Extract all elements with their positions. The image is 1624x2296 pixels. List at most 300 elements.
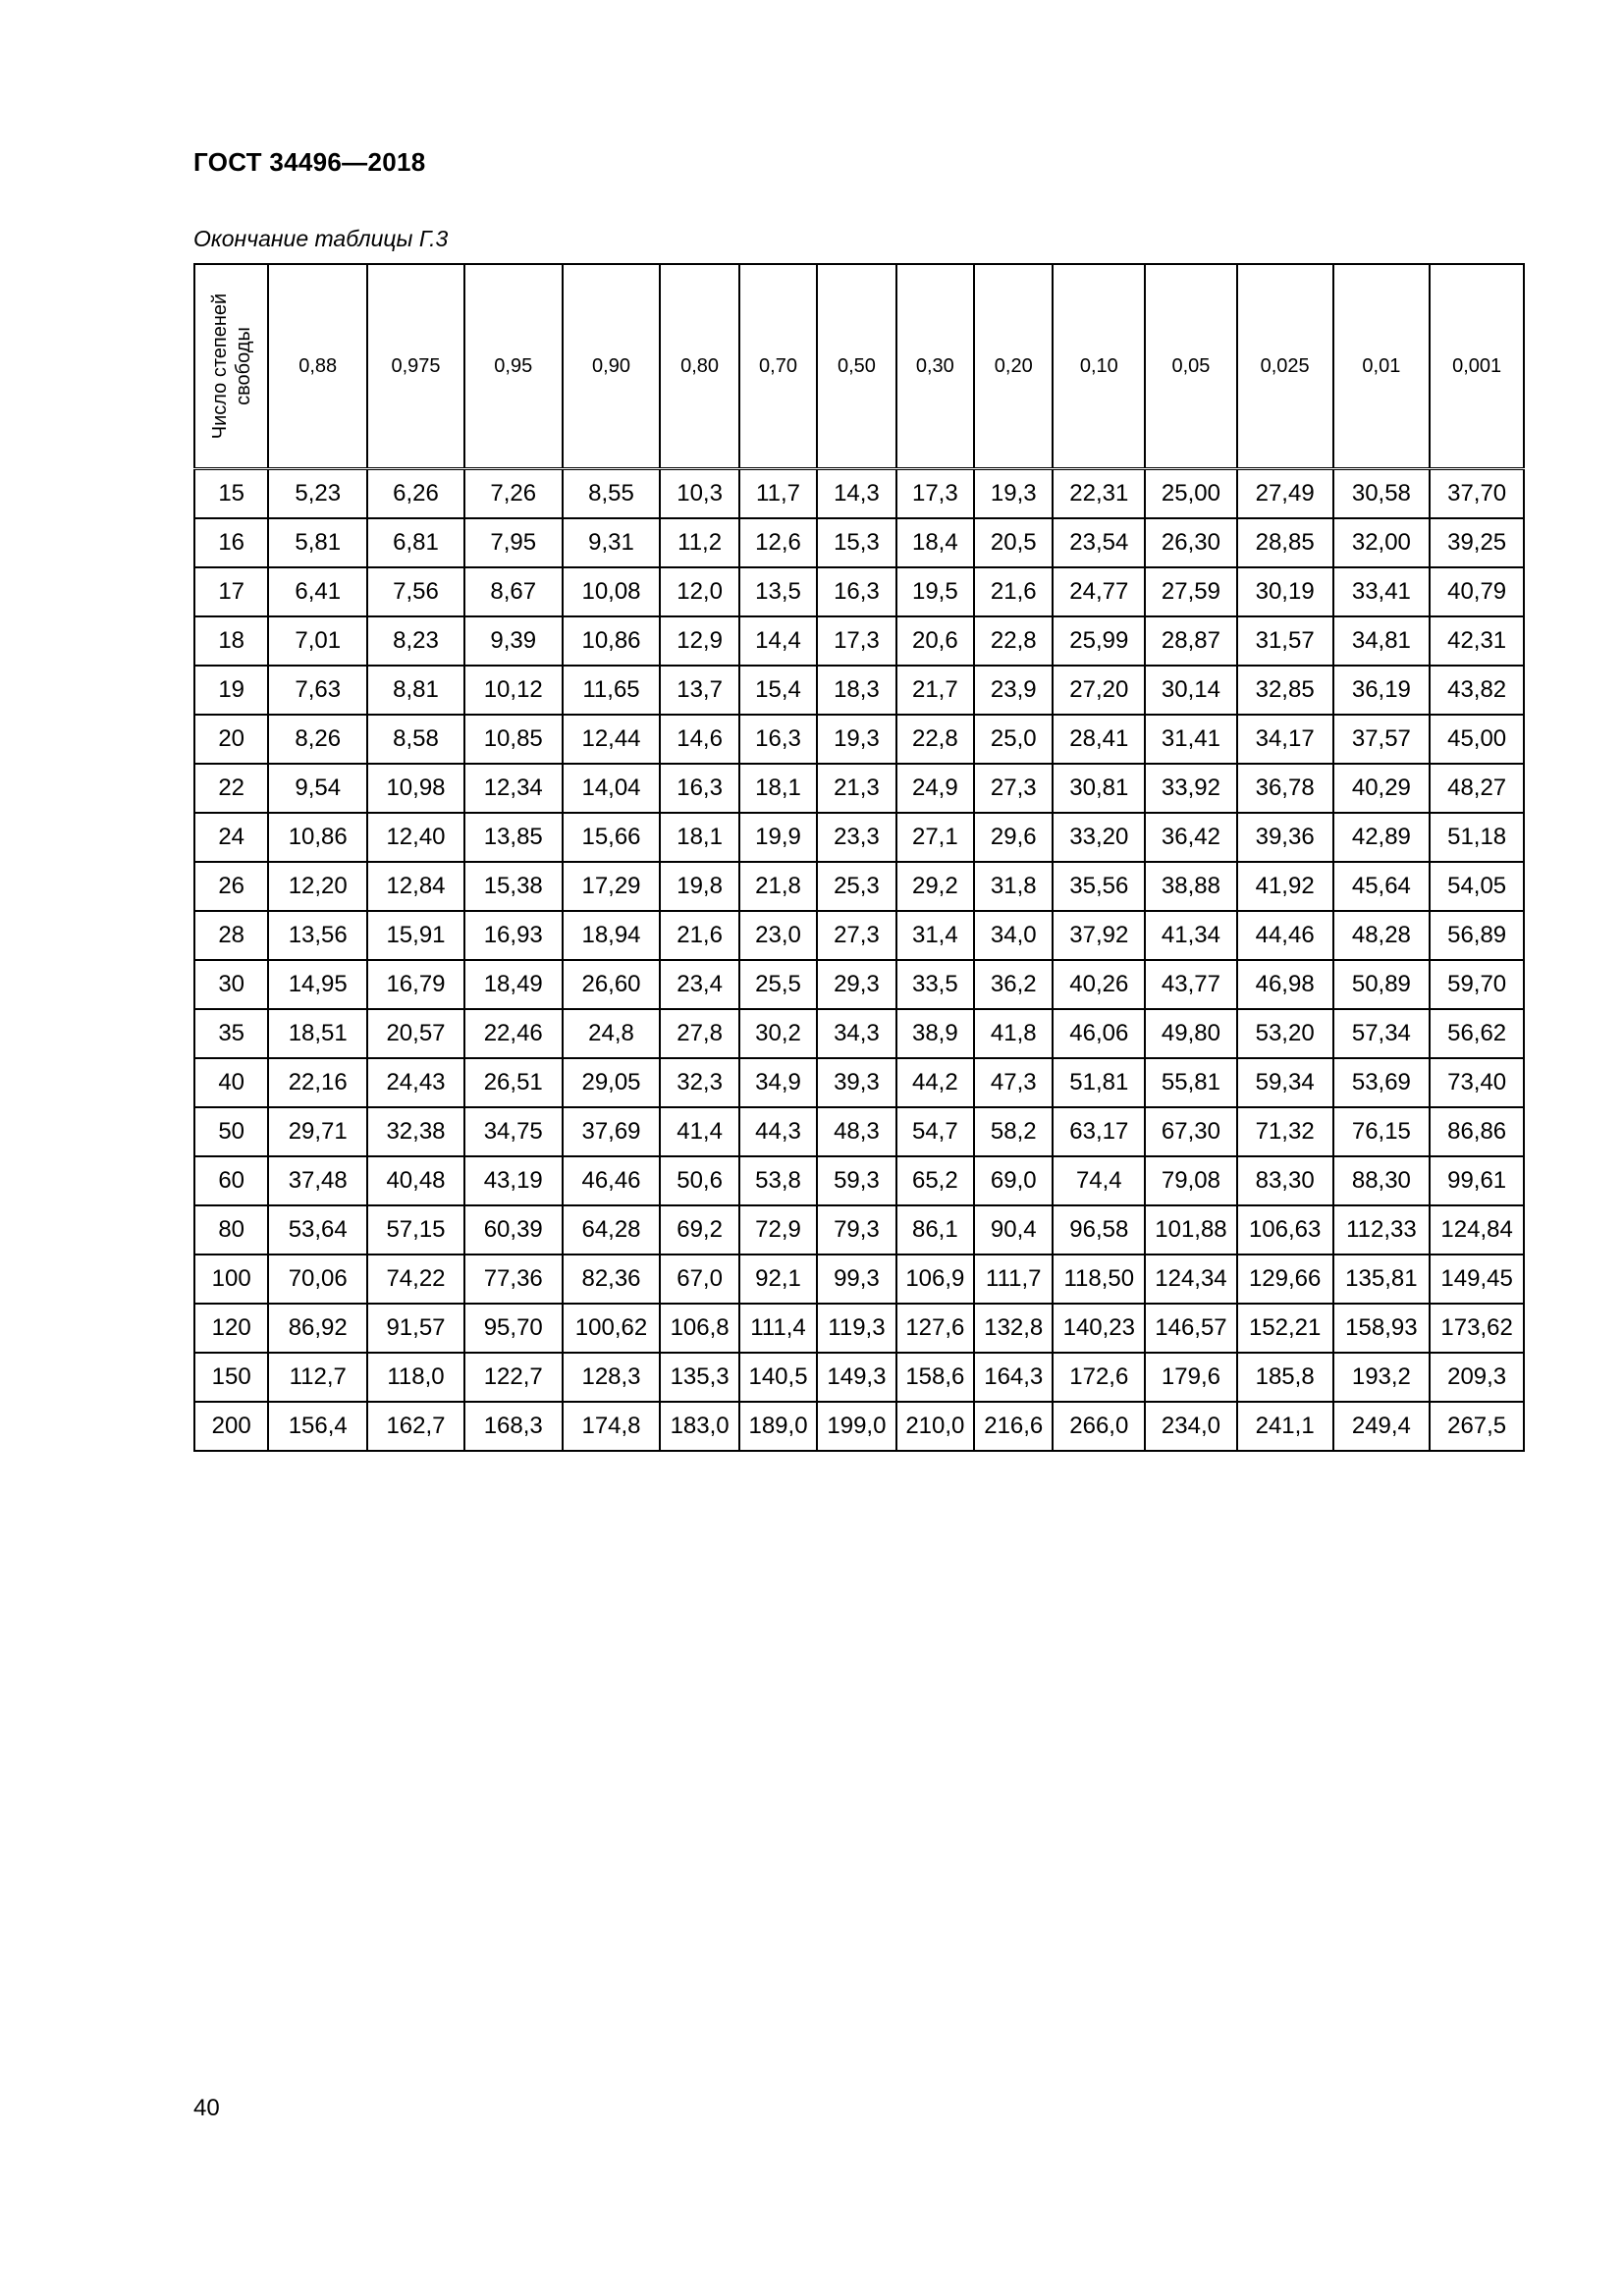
table-cell: 41,92 [1237, 862, 1333, 911]
table-cell: 33,5 [896, 960, 974, 1009]
table-cell: 19,5 [896, 567, 974, 616]
table-cell: 92,1 [739, 1255, 817, 1304]
table-cell: 96,58 [1053, 1205, 1145, 1255]
table-cell: 14,04 [563, 764, 661, 813]
degrees-of-freedom-cell: 50 [194, 1107, 268, 1156]
table-cell: 21,8 [739, 862, 817, 911]
column-header: 0,975 [367, 264, 464, 469]
table-cell: 28,41 [1053, 715, 1145, 764]
table-row [194, 813, 1524, 862]
table-cell: 86,92 [268, 1304, 367, 1353]
table-cell: 32,00 [1333, 518, 1431, 567]
table-cell: 36,42 [1145, 813, 1237, 862]
table-cell: 27,59 [1145, 567, 1237, 616]
table-cell: 158,93 [1333, 1304, 1431, 1353]
degrees-of-freedom-cell: 15 [194, 469, 268, 519]
table-cell: 19,9 [739, 813, 817, 862]
table-cell: 21,6 [974, 567, 1053, 616]
table-cell: 20,57 [367, 1009, 464, 1058]
table-cell: 86,1 [896, 1205, 974, 1255]
degrees-of-freedom-cell: 200 [194, 1402, 268, 1451]
table-cell: 39,3 [817, 1058, 895, 1107]
table-cell: 34,0 [974, 911, 1053, 960]
table-cell: 17,3 [896, 469, 974, 519]
table-cell: 129,66 [1237, 1255, 1333, 1304]
table-cell: 27,1 [896, 813, 974, 862]
table-cell: 7,63 [268, 666, 367, 715]
table-cell: 29,6 [974, 813, 1053, 862]
table-cell: 21,6 [660, 911, 738, 960]
table-cell: 13,85 [464, 813, 563, 862]
table-cell: 185,8 [1237, 1353, 1333, 1402]
table-cell: 193,2 [1333, 1353, 1431, 1402]
table-cell: 57,15 [367, 1205, 464, 1255]
table-cell: 67,30 [1145, 1107, 1237, 1156]
table-cell: 25,99 [1053, 616, 1145, 666]
table-cell: 40,48 [367, 1156, 464, 1205]
table-cell: 59,70 [1430, 960, 1524, 1009]
column-header: 0,20 [974, 264, 1053, 469]
table-cell: 30,14 [1145, 666, 1237, 715]
table-cell: 11,7 [739, 469, 817, 519]
table-cell: 23,0 [739, 911, 817, 960]
table-cell: 39,36 [1237, 813, 1333, 862]
table-cell: 83,30 [1237, 1156, 1333, 1205]
table-cell: 140,5 [739, 1353, 817, 1402]
table-cell: 18,94 [563, 911, 661, 960]
table-cell: 76,15 [1333, 1107, 1431, 1156]
table-cell: 54,7 [896, 1107, 974, 1156]
table-cell: 7,56 [367, 567, 464, 616]
table-cell: 51,18 [1430, 813, 1524, 862]
table-cell: 45,00 [1430, 715, 1524, 764]
table-cell: 118,50 [1053, 1255, 1145, 1304]
table-cell: 38,9 [896, 1009, 974, 1058]
table-cell: 8,67 [464, 567, 563, 616]
degrees-of-freedom-cell: 26 [194, 862, 268, 911]
table-cell: 27,49 [1237, 469, 1333, 519]
table-cell: 90,4 [974, 1205, 1053, 1255]
table-row [194, 960, 1524, 1009]
table-cell: 56,62 [1430, 1009, 1524, 1058]
column-header: 0,80 [660, 264, 738, 469]
table-cell: 27,3 [974, 764, 1053, 813]
table-cell: 28,85 [1237, 518, 1333, 567]
table-cell: 30,2 [739, 1009, 817, 1058]
table-cell: 7,95 [464, 518, 563, 567]
table-cell: 37,57 [1333, 715, 1431, 764]
table-row [194, 666, 1524, 715]
table-cell: 60,39 [464, 1205, 563, 1255]
table-cell: 19,3 [817, 715, 895, 764]
table-cell: 168,3 [464, 1402, 563, 1451]
table-cell: 14,6 [660, 715, 738, 764]
table-cell: 15,3 [817, 518, 895, 567]
table-cell: 24,8 [563, 1009, 661, 1058]
table-cell: 27,8 [660, 1009, 738, 1058]
table-cell: 71,32 [1237, 1107, 1333, 1156]
table-cell: 29,05 [563, 1058, 661, 1107]
table-row [194, 764, 1524, 813]
table-row [194, 1255, 1524, 1304]
table-row [194, 1107, 1524, 1156]
table-cell: 51,81 [1053, 1058, 1145, 1107]
table-cell: 9,31 [563, 518, 661, 567]
table-cell: 22,16 [268, 1058, 367, 1107]
table-cell: 64,28 [563, 1205, 661, 1255]
table-cell: 14,4 [739, 616, 817, 666]
column-header: 0,70 [739, 264, 817, 469]
table-cell: 40,79 [1430, 567, 1524, 616]
table-cell: 12,20 [268, 862, 367, 911]
table-cell: 32,85 [1237, 666, 1333, 715]
table-cell: 172,6 [1053, 1353, 1145, 1402]
table-cell: 210,0 [896, 1402, 974, 1451]
table-cell: 12,6 [739, 518, 817, 567]
table-cell: 7,26 [464, 469, 563, 519]
table-cell: 8,23 [367, 616, 464, 666]
table-cell: 22,31 [1053, 469, 1145, 519]
table-cell: 112,33 [1333, 1205, 1431, 1255]
table-row [194, 1205, 1524, 1255]
table-cell: 8,81 [367, 666, 464, 715]
column-header: 0,95 [464, 264, 563, 469]
degrees-of-freedom-cell: 60 [194, 1156, 268, 1205]
table-cell: 106,63 [1237, 1205, 1333, 1255]
table-cell: 57,34 [1333, 1009, 1431, 1058]
table-cell: 18,1 [660, 813, 738, 862]
table-cell: 37,92 [1053, 911, 1145, 960]
table-cell: 23,4 [660, 960, 738, 1009]
table-cell: 124,84 [1430, 1205, 1524, 1255]
table-cell: 39,25 [1430, 518, 1524, 567]
table-cell: 16,79 [367, 960, 464, 1009]
table-cell: 179,6 [1145, 1353, 1237, 1402]
table-cell: 132,8 [974, 1304, 1053, 1353]
table-cell: 241,1 [1237, 1402, 1333, 1451]
document-header: ГОСТ 34496—2018 [193, 147, 426, 177]
degrees-of-freedom-cell: 80 [194, 1205, 268, 1255]
table-cell: 20,6 [896, 616, 974, 666]
table-cell: 16,3 [817, 567, 895, 616]
table-cell: 146,57 [1145, 1304, 1237, 1353]
degrees-of-freedom-cell: 150 [194, 1353, 268, 1402]
table-cell: 34,9 [739, 1058, 817, 1107]
table-cell: 13,56 [268, 911, 367, 960]
table-cell: 19,8 [660, 862, 738, 911]
table-cell: 91,57 [367, 1304, 464, 1353]
degrees-of-freedom-cell: 16 [194, 518, 268, 567]
table-cell: 72,9 [739, 1205, 817, 1255]
table-cell: 19,3 [974, 469, 1053, 519]
table-cell: 30,81 [1053, 764, 1145, 813]
table-cell: 24,9 [896, 764, 974, 813]
table-cell: 10,3 [660, 469, 738, 519]
table-cell: 189,0 [739, 1402, 817, 1451]
column-header-degrees-of-freedom [194, 264, 268, 469]
table-cell: 8,26 [268, 715, 367, 764]
table-cell: 50,6 [660, 1156, 738, 1205]
table-cell: 162,7 [367, 1402, 464, 1451]
table-cell: 88,30 [1333, 1156, 1431, 1205]
table-cell: 69,0 [974, 1156, 1053, 1205]
table-cell: 65,2 [896, 1156, 974, 1205]
table-cell: 18,49 [464, 960, 563, 1009]
table-cell: 7,01 [268, 616, 367, 666]
column-header: 0,10 [1053, 264, 1145, 469]
table-cell: 49,80 [1145, 1009, 1237, 1058]
table-cell: 16,3 [739, 715, 817, 764]
table-cell: 10,86 [268, 813, 367, 862]
table-cell: 18,3 [817, 666, 895, 715]
table-cell: 36,78 [1237, 764, 1333, 813]
table-cell: 48,3 [817, 1107, 895, 1156]
column-header: 0,30 [896, 264, 974, 469]
table-cell: 37,69 [563, 1107, 661, 1156]
table-cell: 20,5 [974, 518, 1053, 567]
table-cell: 34,17 [1237, 715, 1333, 764]
table-cell: 74,22 [367, 1255, 464, 1304]
table-cell: 82,36 [563, 1255, 661, 1304]
table-cell: 29,3 [817, 960, 895, 1009]
table-cell: 37,48 [268, 1156, 367, 1205]
table-cell: 173,62 [1430, 1304, 1524, 1353]
table-cell: 99,3 [817, 1255, 895, 1304]
table-cell: 35,56 [1053, 862, 1145, 911]
table-cell: 127,6 [896, 1304, 974, 1353]
table-cell: 45,64 [1333, 862, 1431, 911]
table-cell: 17,3 [817, 616, 895, 666]
table-row [194, 715, 1524, 764]
table-cell: 209,3 [1430, 1353, 1524, 1402]
table-cell: 14,3 [817, 469, 895, 519]
table-cell: 16,3 [660, 764, 738, 813]
table-row [194, 911, 1524, 960]
table-cell: 10,12 [464, 666, 563, 715]
table-cell: 30,58 [1333, 469, 1431, 519]
column-header: 0,88 [268, 264, 367, 469]
table-cell: 13,5 [739, 567, 817, 616]
table-cell: 25,3 [817, 862, 895, 911]
table-cell: 77,36 [464, 1255, 563, 1304]
table-cell: 26,51 [464, 1058, 563, 1107]
table-row [194, 862, 1524, 911]
degrees-of-freedom-cell: 100 [194, 1255, 268, 1304]
table-cell: 106,9 [896, 1255, 974, 1304]
table-row [194, 1009, 1524, 1058]
degrees-of-freedom-cell: 40 [194, 1058, 268, 1107]
table-cell: 216,6 [974, 1402, 1053, 1451]
table-cell: 10,98 [367, 764, 464, 813]
table-cell: 21,3 [817, 764, 895, 813]
table-cell: 27,3 [817, 911, 895, 960]
degrees-of-freedom-label: Число степеней свободы [208, 293, 254, 440]
table-cell: 24,77 [1053, 567, 1145, 616]
table-row [194, 616, 1524, 666]
table-cell: 12,34 [464, 764, 563, 813]
table-cell: 38,88 [1145, 862, 1237, 911]
table-cell: 44,2 [896, 1058, 974, 1107]
table-cell: 5,23 [268, 469, 367, 519]
table-cell: 15,4 [739, 666, 817, 715]
table-cell: 21,7 [896, 666, 974, 715]
table-cell: 31,57 [1237, 616, 1333, 666]
table-cell: 118,0 [367, 1353, 464, 1402]
table-cell: 158,6 [896, 1353, 974, 1402]
table-cell: 86,86 [1430, 1107, 1524, 1156]
table-cell: 249,4 [1333, 1402, 1431, 1451]
table-cell: 73,40 [1430, 1058, 1524, 1107]
table-cell: 33,41 [1333, 567, 1431, 616]
table-cell: 266,0 [1053, 1402, 1145, 1451]
table-cell: 42,89 [1333, 813, 1431, 862]
table-cell: 70,06 [268, 1255, 367, 1304]
table-cell: 8,55 [563, 469, 661, 519]
table-row [194, 1353, 1524, 1402]
degrees-of-freedom-cell: 17 [194, 567, 268, 616]
table-cell: 164,3 [974, 1353, 1053, 1402]
table-cell: 58,2 [974, 1107, 1053, 1156]
table-cell: 31,4 [896, 911, 974, 960]
table-cell: 27,20 [1053, 666, 1145, 715]
table-cell: 100,62 [563, 1304, 661, 1353]
table-cell: 156,4 [268, 1402, 367, 1451]
table-cell: 6,26 [367, 469, 464, 519]
table-cell: 69,2 [660, 1205, 738, 1255]
table-cell: 53,8 [739, 1156, 817, 1205]
table-cell: 40,26 [1053, 960, 1145, 1009]
table-cell: 47,3 [974, 1058, 1053, 1107]
table-cell: 42,31 [1430, 616, 1524, 666]
table-cell: 99,61 [1430, 1156, 1524, 1205]
table-cell: 34,81 [1333, 616, 1431, 666]
table-cell: 48,28 [1333, 911, 1431, 960]
table-cell: 9,54 [268, 764, 367, 813]
table-cell: 59,34 [1237, 1058, 1333, 1107]
table-cell: 43,82 [1430, 666, 1524, 715]
table-cell: 33,92 [1145, 764, 1237, 813]
table-cell: 23,3 [817, 813, 895, 862]
table-cell: 149,45 [1430, 1255, 1524, 1304]
table-cell: 34,75 [464, 1107, 563, 1156]
degrees-of-freedom-cell: 28 [194, 911, 268, 960]
table-cell: 41,4 [660, 1107, 738, 1156]
table-cell: 50,89 [1333, 960, 1431, 1009]
table-cell: 6,81 [367, 518, 464, 567]
table-header-row [194, 264, 1524, 469]
table-cell: 31,41 [1145, 715, 1237, 764]
table-cell: 135,3 [660, 1353, 738, 1402]
table-cell: 128,3 [563, 1353, 661, 1402]
column-header: 0,025 [1237, 264, 1333, 469]
table-cell: 48,27 [1430, 764, 1524, 813]
table-cell: 26,60 [563, 960, 661, 1009]
table-cell: 95,70 [464, 1304, 563, 1353]
table-cell: 32,38 [367, 1107, 464, 1156]
table-cell: 12,9 [660, 616, 738, 666]
column-header: 0,05 [1145, 264, 1237, 469]
table-cell: 46,98 [1237, 960, 1333, 1009]
table-cell: 152,21 [1237, 1304, 1333, 1353]
degrees-of-freedom-cell: 20 [194, 715, 268, 764]
table-cell: 18,4 [896, 518, 974, 567]
table-cell: 46,46 [563, 1156, 661, 1205]
table-cell: 44,3 [739, 1107, 817, 1156]
table-cell: 59,3 [817, 1156, 895, 1205]
table-cell: 56,89 [1430, 911, 1524, 960]
table-cell: 10,85 [464, 715, 563, 764]
table-cell: 23,54 [1053, 518, 1145, 567]
table-row [194, 1058, 1524, 1107]
table-cell: 267,5 [1430, 1402, 1524, 1451]
table-cell: 29,71 [268, 1107, 367, 1156]
column-header: 0,001 [1430, 264, 1524, 469]
table-cell: 30,19 [1237, 567, 1333, 616]
table-cell: 15,91 [367, 911, 464, 960]
column-header: 0,90 [563, 264, 661, 469]
degrees-of-freedom-cell: 35 [194, 1009, 268, 1058]
table-cell: 15,38 [464, 862, 563, 911]
table-cell: 22,8 [974, 616, 1053, 666]
table-cell: 12,0 [660, 567, 738, 616]
degrees-of-freedom-cell: 18 [194, 616, 268, 666]
table-cell: 63,17 [1053, 1107, 1145, 1156]
table-cell: 10,86 [563, 616, 661, 666]
table-cell: 12,44 [563, 715, 661, 764]
table-cell: 43,19 [464, 1156, 563, 1205]
table-row [194, 469, 1524, 519]
column-header: 0,01 [1333, 264, 1431, 469]
table-cell: 106,8 [660, 1304, 738, 1353]
table-cell: 112,7 [268, 1353, 367, 1402]
table-cell: 34,3 [817, 1009, 895, 1058]
table-cell: 33,20 [1053, 813, 1145, 862]
table-cell: 111,7 [974, 1255, 1053, 1304]
degrees-of-freedom-cell: 24 [194, 813, 268, 862]
table-cell: 41,34 [1145, 911, 1237, 960]
table-cell: 199,0 [817, 1402, 895, 1451]
table-cell: 15,66 [563, 813, 661, 862]
table-cell: 22,46 [464, 1009, 563, 1058]
table-cell: 22,8 [896, 715, 974, 764]
table-cell: 25,0 [974, 715, 1053, 764]
table-cell: 135,81 [1333, 1255, 1431, 1304]
table-cell: 124,34 [1145, 1255, 1237, 1304]
table-cell: 11,2 [660, 518, 738, 567]
table-cell: 183,0 [660, 1402, 738, 1451]
table-cell: 40,29 [1333, 764, 1431, 813]
table-cell: 32,3 [660, 1058, 738, 1107]
degrees-of-freedom-cell: 22 [194, 764, 268, 813]
table-row [194, 1156, 1524, 1205]
table-cell: 31,8 [974, 862, 1053, 911]
table-cell: 13,7 [660, 666, 738, 715]
table-cell: 9,39 [464, 616, 563, 666]
table-cell: 29,2 [896, 862, 974, 911]
table-cell: 74,4 [1053, 1156, 1145, 1205]
table-cell: 101,88 [1145, 1205, 1237, 1255]
table-cell: 37,70 [1430, 469, 1524, 519]
table-cell: 79,3 [817, 1205, 895, 1255]
table-cell: 18,1 [739, 764, 817, 813]
table-cell: 12,84 [367, 862, 464, 911]
table-cell: 140,23 [1053, 1304, 1145, 1353]
table-cell: 25,00 [1145, 469, 1237, 519]
table-cell: 149,3 [817, 1353, 895, 1402]
table-cell: 17,29 [563, 862, 661, 911]
table-cell: 23,9 [974, 666, 1053, 715]
table-row [194, 1402, 1524, 1451]
